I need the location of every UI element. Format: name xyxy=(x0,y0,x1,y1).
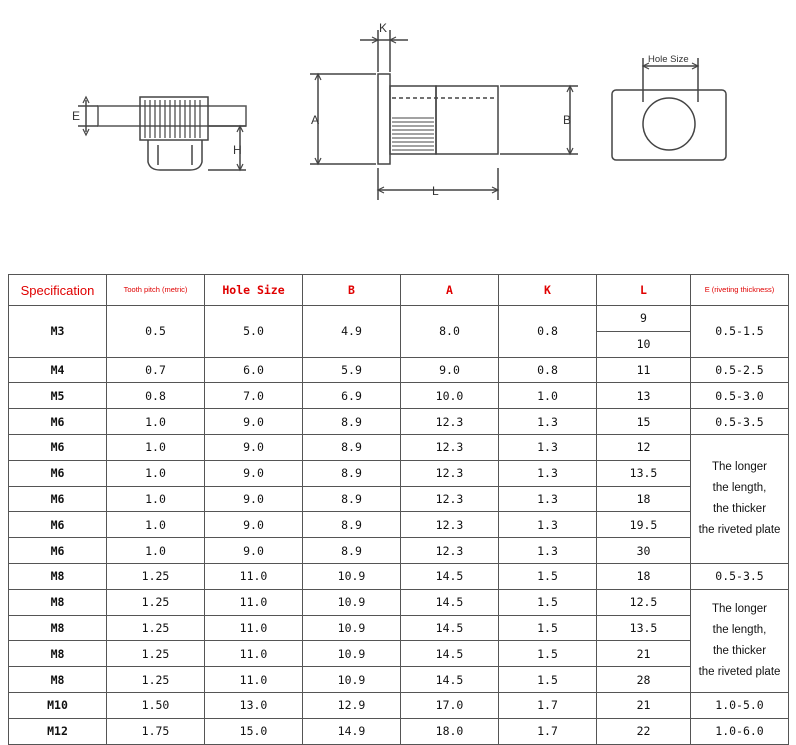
cell-a: 14.5 xyxy=(401,615,499,641)
cell-l: 12.5 xyxy=(597,589,691,615)
cell-l: 12 xyxy=(597,434,691,460)
cell-b: 10.9 xyxy=(303,667,401,693)
table-row xyxy=(9,641,789,667)
header-specification: Specification xyxy=(9,275,107,306)
cell-b: 8.9 xyxy=(303,512,401,538)
cell-b: 6.9 xyxy=(303,383,401,409)
cell-k: 1.3 xyxy=(499,460,597,486)
cell-hole-size: 9.0 xyxy=(205,409,303,435)
cell-spec: M6 xyxy=(9,434,107,460)
table-row xyxy=(9,589,789,615)
cell-k: 1.3 xyxy=(499,409,597,435)
table-row xyxy=(9,563,789,589)
cell-b: 10.9 xyxy=(303,563,401,589)
cell-b: 5.9 xyxy=(303,357,401,383)
cell-a: 14.5 xyxy=(401,563,499,589)
cell-hole-size: 9.0 xyxy=(205,538,303,564)
header-b: B xyxy=(303,275,401,306)
cell-hole-size: 9.0 xyxy=(205,460,303,486)
cell-l: 19.5 xyxy=(597,512,691,538)
label-hole-size: Hole Size xyxy=(648,54,689,65)
table-row xyxy=(9,512,789,538)
table-row xyxy=(9,306,789,332)
cell-k: 1.5 xyxy=(499,589,597,615)
header-l: L xyxy=(597,275,691,306)
cell-b: 10.9 xyxy=(303,641,401,667)
cell-tooth-pitch: 1.0 xyxy=(107,460,205,486)
note-longer-length-thicker-plate: The longer the length, the thicker the riveted plate xyxy=(691,589,789,692)
cell-tooth-pitch: 1.25 xyxy=(107,563,205,589)
cell-tooth-pitch: 1.0 xyxy=(107,486,205,512)
cell-l: 15 xyxy=(597,409,691,435)
rivet-nut-dimension-drawing xyxy=(310,21,578,200)
cell-k: 1.7 xyxy=(499,692,597,718)
cell-k: 1.3 xyxy=(499,512,597,538)
table-row xyxy=(9,692,789,718)
cell-b: 8.9 xyxy=(303,538,401,564)
cell-l: 21 xyxy=(597,641,691,667)
cell-tooth-pitch: 1.25 xyxy=(107,589,205,615)
cell-tooth-pitch: 1.0 xyxy=(107,409,205,435)
cell-hole-size: 11.0 xyxy=(205,615,303,641)
cell-e: 0.5-1.5 xyxy=(691,306,789,358)
cell-hole-size: 13.0 xyxy=(205,692,303,718)
cell-l: 13.5 xyxy=(597,615,691,641)
cell-l: 22 xyxy=(597,718,691,744)
technical-drawings xyxy=(0,0,796,260)
cell-k: 1.5 xyxy=(499,641,597,667)
label-a: A xyxy=(311,113,320,127)
cell-l: 18 xyxy=(597,486,691,512)
cell-e: 1.0-5.0 xyxy=(691,692,789,718)
cell-tooth-pitch: 1.25 xyxy=(107,667,205,693)
table-header-row xyxy=(9,275,789,306)
cell-hole-size: 6.0 xyxy=(205,357,303,383)
label-l: L xyxy=(432,184,439,198)
label-h: H xyxy=(233,143,242,157)
table-row xyxy=(9,667,789,693)
cell-a: 14.5 xyxy=(401,667,499,693)
cell-spec: M6 xyxy=(9,538,107,564)
cell-hole-size: 11.0 xyxy=(205,563,303,589)
header-tooth-pitch: Tooth pitch (metric) xyxy=(107,275,205,306)
cell-tooth-pitch: 1.50 xyxy=(107,692,205,718)
cell-a: 14.5 xyxy=(401,589,499,615)
cell-tooth-pitch: 1.25 xyxy=(107,641,205,667)
cell-spec: M8 xyxy=(9,667,107,693)
cell-l: 9 xyxy=(597,306,691,332)
cell-b: 8.9 xyxy=(303,434,401,460)
cell-spec: M10 xyxy=(9,692,107,718)
cell-e: 0.5-2.5 xyxy=(691,357,789,383)
table-row xyxy=(9,357,789,383)
cell-b: 8.9 xyxy=(303,486,401,512)
cell-spec: M8 xyxy=(9,615,107,641)
cell-l: 11 xyxy=(597,357,691,383)
cell-k: 1.5 xyxy=(499,667,597,693)
cell-tooth-pitch: 1.25 xyxy=(107,615,205,641)
hole-size-drawing xyxy=(612,54,726,160)
specification-table xyxy=(8,274,789,745)
cell-tooth-pitch: 0.5 xyxy=(107,306,205,358)
cell-spec: M8 xyxy=(9,589,107,615)
table-row xyxy=(9,460,789,486)
cell-k: 1.0 xyxy=(499,383,597,409)
cell-a: 18.0 xyxy=(401,718,499,744)
cell-a: 12.3 xyxy=(401,460,499,486)
cell-spec: M8 xyxy=(9,641,107,667)
header-e-riveting-thickness: E (riveting thickness) xyxy=(691,275,789,306)
cell-b: 8.9 xyxy=(303,460,401,486)
cell-hole-size: 15.0 xyxy=(205,718,303,744)
cell-hole-size: 9.0 xyxy=(205,434,303,460)
cell-tooth-pitch: 0.7 xyxy=(107,357,205,383)
label-b: B xyxy=(563,113,572,127)
table-row xyxy=(9,538,789,564)
cell-spec: M6 xyxy=(9,460,107,486)
cell-k: 1.3 xyxy=(499,538,597,564)
cell-k: 0.8 xyxy=(499,357,597,383)
note-longer-length-thicker-plate: The longer the length, the thicker the riveted plate xyxy=(691,434,789,563)
cell-spec: M5 xyxy=(9,383,107,409)
cell-l: 13.5 xyxy=(597,460,691,486)
cell-l: 30 xyxy=(597,538,691,564)
cell-k: 1.5 xyxy=(499,563,597,589)
cell-a: 12.3 xyxy=(401,538,499,564)
cell-spec: M6 xyxy=(9,512,107,538)
cell-tooth-pitch: 1.0 xyxy=(107,434,205,460)
cell-hole-size: 9.0 xyxy=(205,486,303,512)
label-e: E xyxy=(72,109,81,123)
cell-hole-size: 7.0 xyxy=(205,383,303,409)
cell-spec: M3 xyxy=(9,306,107,358)
cell-a: 14.5 xyxy=(401,641,499,667)
cell-e: 1.0-6.0 xyxy=(691,718,789,744)
table-row xyxy=(9,434,789,460)
cell-a: 8.0 xyxy=(401,306,499,358)
cell-k: 0.8 xyxy=(499,306,597,358)
installed-rivet-nut-drawing xyxy=(72,97,246,170)
cell-k: 1.3 xyxy=(499,434,597,460)
cell-l: 13 xyxy=(597,383,691,409)
cell-l: 28 xyxy=(597,667,691,693)
table-row xyxy=(9,718,789,744)
cell-b: 8.9 xyxy=(303,409,401,435)
header-a: A xyxy=(401,275,499,306)
cell-spec: M6 xyxy=(9,409,107,435)
cell-tooth-pitch: 0.8 xyxy=(107,383,205,409)
table-row xyxy=(9,486,789,512)
cell-b: 14.9 xyxy=(303,718,401,744)
cell-hole-size: 11.0 xyxy=(205,667,303,693)
cell-l: 21 xyxy=(597,692,691,718)
cell-b: 10.9 xyxy=(303,615,401,641)
cell-spec: M4 xyxy=(9,357,107,383)
cell-tooth-pitch: 1.0 xyxy=(107,538,205,564)
cell-b: 4.9 xyxy=(303,306,401,358)
header-k: K xyxy=(499,275,597,306)
cell-k: 1.3 xyxy=(499,486,597,512)
table-row xyxy=(9,615,789,641)
cell-tooth-pitch: 1.75 xyxy=(107,718,205,744)
cell-k: 1.5 xyxy=(499,615,597,641)
table-row xyxy=(9,383,789,409)
cell-spec: M8 xyxy=(9,563,107,589)
cell-spec: M12 xyxy=(9,718,107,744)
cell-l: 10 xyxy=(597,331,691,357)
cell-hole-size: 11.0 xyxy=(205,641,303,667)
cell-e: 0.5-3.0 xyxy=(691,383,789,409)
cell-a: 12.3 xyxy=(401,434,499,460)
cell-hole-size: 5.0 xyxy=(205,306,303,358)
label-k: K xyxy=(379,21,388,35)
cell-e: 0.5-3.5 xyxy=(691,409,789,435)
cell-b: 12.9 xyxy=(303,692,401,718)
cell-l: 18 xyxy=(597,563,691,589)
cell-b: 10.9 xyxy=(303,589,401,615)
cell-a: 9.0 xyxy=(401,357,499,383)
cell-e: 0.5-3.5 xyxy=(691,563,789,589)
header-hole-size: Hole Size xyxy=(205,275,303,306)
cell-a: 12.3 xyxy=(401,409,499,435)
cell-a: 10.0 xyxy=(401,383,499,409)
cell-a: 12.3 xyxy=(401,512,499,538)
cell-a: 17.0 xyxy=(401,692,499,718)
cell-spec: M6 xyxy=(9,486,107,512)
cell-hole-size: 11.0 xyxy=(205,589,303,615)
table-row xyxy=(9,409,789,435)
cell-k: 1.7 xyxy=(499,718,597,744)
cell-hole-size: 9.0 xyxy=(205,512,303,538)
cell-a: 12.3 xyxy=(401,486,499,512)
cell-tooth-pitch: 1.0 xyxy=(107,512,205,538)
